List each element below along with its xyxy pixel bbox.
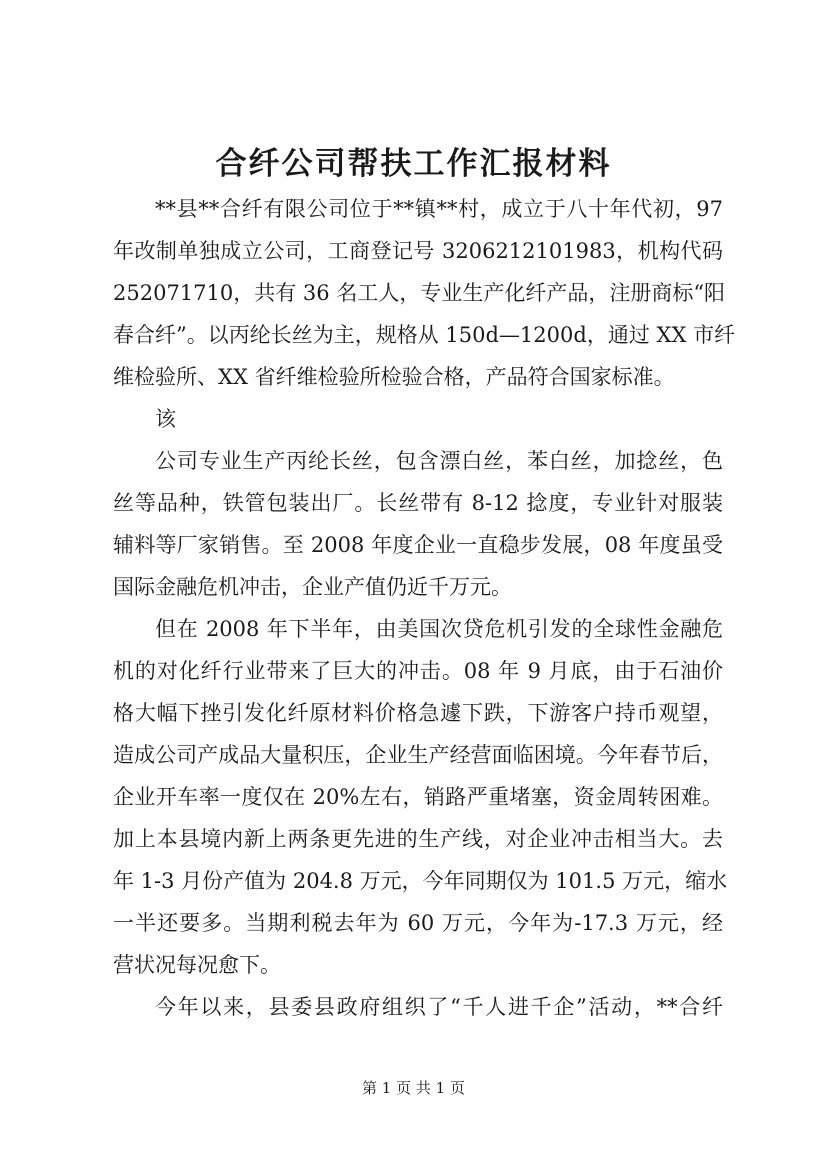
page-footer: 第 1 页 共 1 页 xyxy=(362,1079,465,1097)
body-line: 辅料等厂家销售。至 2008 年度企业一直稳步发展，08 年度虽受 xyxy=(113,533,723,557)
body-line: 公司专业生产丙纶长丝，包含漂白丝，苯白丝，加捻丝，色 xyxy=(155,449,723,473)
body-line: 维检验所、XX 省纤维检验所检验合格，产品符合国家标准。 xyxy=(113,365,675,389)
body-line: 年 1-3 月份产值为 204.8 万元，今年同期仅为 101.5 万元，缩水 xyxy=(113,869,728,893)
body-line: 机的对化纤行业带来了巨大的冲击。08 年 9 月底，由于石油价 xyxy=(113,659,723,683)
body-line: 一半还要多。当期利税去年为 60 万元，今年为-17.3 万元，经 xyxy=(113,911,723,935)
body-line: 该 xyxy=(155,407,176,431)
body-line: 营状况每况愈下。 xyxy=(113,953,281,977)
body-line: 今年以来，县委县政府组织了“千人进千企”活动，**合纤 xyxy=(155,995,723,1019)
body-line: 加上本县境内新上两条更先进的生产线，对企业冲击相当大。去 xyxy=(113,827,723,851)
body-line: 252071710，共有 36 名工人，专业生产化纤产品，注册商标“阳 xyxy=(113,281,726,305)
document-body xyxy=(113,188,736,1028)
body-line: 国际金融危机冲击，企业产值仍近千万元。 xyxy=(113,575,512,599)
body-line: 企业开车率一度仅在 20%左右，销路严重堵塞，资金周转困难。 xyxy=(113,785,723,809)
body-line: 春合纤”。以丙纶长丝为主，规格从 150d—1200d，通过 XX 市纤 xyxy=(113,323,736,347)
body-line: 格大幅下挫引发化纤原材料价格急遽下跌，下游客户持币观望， xyxy=(113,701,723,725)
body-line: 年改制单独成立公司，工商登记号 3206212101983，机构代码 xyxy=(113,239,723,263)
document-title: 合纤公司帮扶工作汇报材料 xyxy=(215,146,612,182)
body-line: 丝等品种，铁管包装出厂。长丝带有 8-12 捻度，专业针对服装 xyxy=(113,491,723,515)
body-line: 但在 2008 年下半年，由美国次贷危机引发的全球性金融危 xyxy=(155,617,723,641)
body-line: **县**合纤有限公司位于**镇**村，成立于八十年代初，97 xyxy=(155,197,723,221)
body-line: 造成公司产成品大量积压，企业生产经营面临困境。今年春节后， xyxy=(113,743,723,767)
